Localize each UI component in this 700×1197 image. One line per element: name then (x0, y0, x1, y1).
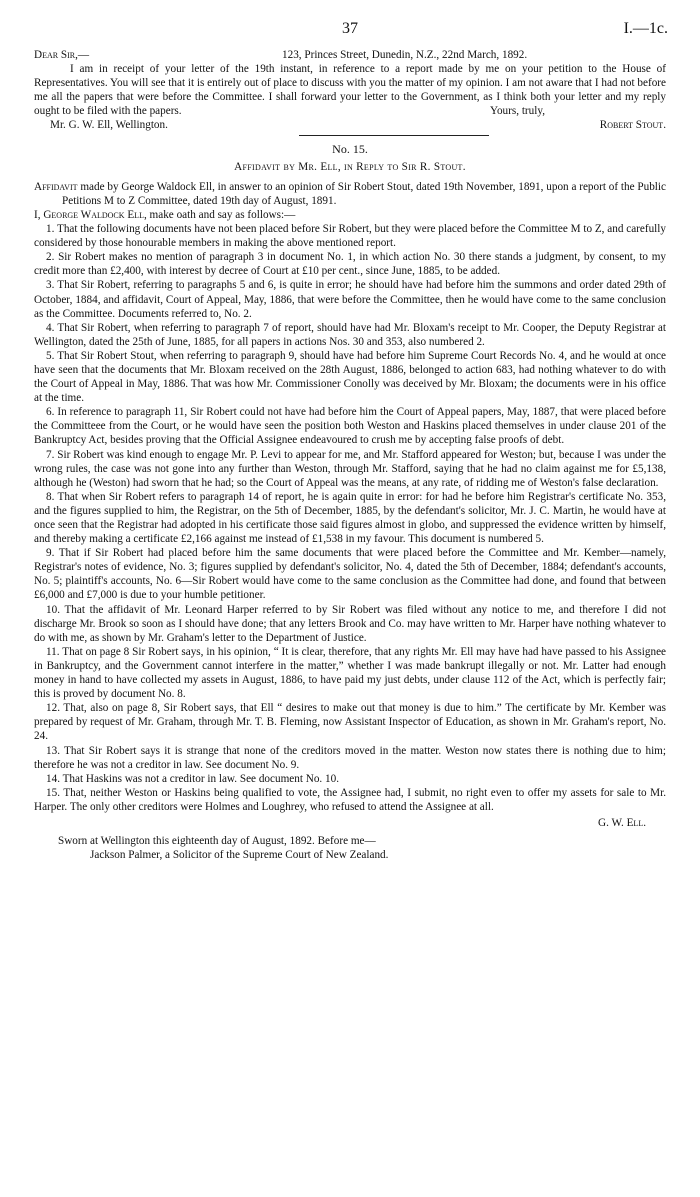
letter-heading-row (34, 48, 666, 62)
solicitor-line: Jackson Palmer, a Solicitor of the Supreme Court of New Zealand. (90, 849, 389, 862)
document-number: No. 15. (332, 141, 368, 156)
page-header (34, 22, 666, 48)
paragraph-12: 12. That, also on page 8, Sir Robert says, that Ell “ desires to make out that money is due to him.” The certificate by Mr. Kember was prepared by request of Mr. Graham, through Mr. T. B. Fleming, now Assistant Inspector of Education, as shown in Mr. Graham's report, No. 24. (34, 702, 666, 743)
oath-line (34, 208, 666, 222)
paragraph-5: 5. That Sir Robert Stout, when referring to paragraph 9, should have had before him Supreme Court Records No. 4, and he would at once have seen that the documents that Mr. Bloxam received on the 28th August, 1886, belonged to action 683, had nothing whatever to do with the Court of Appeal in May, 1886. That was how Mr. Commissioner Conolly was deceived by Mr. Bloxam; the documents were in his office at the time. (34, 349, 666, 405)
address-date: 123, Princes Street, Dunedin, N.Z., 22nd March, 1892. (282, 49, 528, 61)
letter (34, 48, 666, 136)
intro-text: made by George Waldock Ell, in answer to an opinion of Sir Robert Stout, dated 19th November, 1891, upon a report of the Public Petitions M to Z Committee, dated 19th day of August, 1891. (62, 180, 666, 207)
paper-reference: I.—1c. (623, 20, 668, 37)
paragraph-8: 8. That when Sir Robert refers to paragraph 14 of report, he is again quite in error: for had he before him Registrar's certificate No. 353, and the figures supplied to him, the Registrar, on the 5th of December, 1885, by the defendant's solicitor, Mr. J. C. Martin, he would have at once seen that the Registrar had adopted in his certificate those said figures almost in globo, and suppressed the evidence written by himself, and thereby making a certificate £2,166 against me instead of £1,538 in my favour. This document is numbered 5. (34, 490, 666, 546)
letter-closing-row (34, 105, 666, 132)
paragraph-14: 14. That Haskins was not a creditor in law. See document No. 10. (46, 772, 339, 785)
page-number: 37 (342, 20, 358, 37)
document-page (34, 22, 666, 862)
paragraph-15: 15. That, neither Weston or Haskins being qualified to vote, the Assignee had, I submit, no right even to offer my assets for sale to Mr. Harper. The only other creditors were Holmes and Loughrey, who refused to attend the Assignee at all. (34, 786, 666, 813)
affidavit (34, 142, 666, 863)
paragraph-4: 4. That Sir Robert, when referring to paragraph 7 of report, should have had Mr. Bloxam's receipt to Mr. Cooper, the Deputy Registrar at Wellington, dated the 25th of June, 1885, for all papers in actions Nos. 30 and 353, also numbered 2. (34, 321, 666, 348)
oath-rest: make oath and say as follows:— (149, 208, 296, 221)
letter-signature: Robert Stout. (599, 119, 666, 132)
document-title: Affidavit by Mr. Ell, in Reply to Sir R. Stout. (234, 160, 466, 173)
paragraph-2: 2. Sir Robert makes no mention of paragraph 3 in document No. 1, in which action No. 30 there stands a judgment, by consent, to my credit more than £2,400, with interest by decree of Court at £10 per cent., since June, 1885, to be added. (34, 251, 666, 278)
paragraph-3: 3. That Sir Robert, referring to paragraphs 5 and 6, is quite in error; he should have had before him the summons and order dated 29th of October, 1884, and affidavit, Court of Appeal, May, 1886, that were before the Committee, then he would have come to the same conclusion as the Committee. Documents referred to, No. 2. (34, 279, 666, 320)
separator-rule (299, 135, 489, 136)
affidavit-signature: G. W. Ell. (598, 816, 646, 829)
sworn-statement: Sworn at Wellington this eighteenth day of August, 1892. Before me— (58, 835, 376, 848)
paragraph-11: 11. That on page 8 Sir Robert says, in his opinion, “ It is clear, therefore, that any rights Mr. Ell may have had have passed to his Assignee in Bankruptcy, and the Government cannot interfere in the matter,” whether I was made bankrupt illegally or not. Mr. Latter had enough money in hand to have collected my assets in August, 1886, to have paid my just debts, under clause 112 of the Act, which is perfectly fair; this is proved by document No. 8. (34, 645, 666, 701)
affidavit-intro (34, 180, 666, 208)
oath-name: I, George Waldock Ell, (34, 208, 147, 221)
paragraph-6: 6. In reference to paragraph 11, Sir Robert could not have had before him the Court of Appeal papers, May, 1887, that were placed before the Committeee from the Court, or he would have seen the position both Weston and Haskins placed themselves in under clause 201 of the Bankruptcy Act, besides proving that the Official Assignee endeavoured to crush me by accepting false proofs of debt. (34, 406, 666, 447)
letter-body: I am in receipt of your letter of the 19th instant, in reference to a report made by me on your petition to the House of Representatives. You will see that it is entirely out of place to discuss with you the matter of my opinion. I am not aware that I had not before me all the papers that were before the Committee. I shall forward your letter to the Government, as I think both your letter and my reply ought to be filed with the papers. (34, 63, 666, 118)
paragraph-10: 10. That the affidavit of Mr. Leonard Harper referred to by Sir Robert was filed without any notice to me, and therefore I did not discharge Mr. Brook so soon as I should have done; that any letters Brook and Co. may have written to Mr. Harper have nothing whatever to do with me, as shown by Mr. Graham's letter to the Department of Justice. (34, 603, 666, 644)
intro-lead: Affidavit (34, 180, 78, 193)
paragraph-13: 13. That Sir Robert says it is strange that none of the creditors moved in the matter. Weston now states there is nothing due to him; therefore he was not a creditor in law. See document No. 9. (34, 744, 666, 771)
paragraph-1: 1. That the following documents have not been placed before Sir Robert, but they were placed before the Committee M to Z, and carefully considered by those honourable members in making the above mentioned report. (34, 223, 666, 250)
closing: Yours, truly, (484, 104, 545, 118)
paragraph-9: 9. That if Sir Robert had placed before him the same documents that were placed before the Committee and Mr. Kember—namely, Registrar's notes of evidence, No. 3; figures supplied by defendant's solicitor, No. 4, dated the 5th of December, 1884; defendant's accounts, No. 5; plaintiff's accounts, No. 6—Sir Robert would have come to the same conclusion as the Committee had done, and found that between £6,000 and £7,000 is due to your humble petitioner. (34, 547, 666, 602)
addressee: Mr. G. W. Ell, Wellington. (50, 119, 168, 132)
paragraph-7: 7. Sir Robert was kind enough to engage Mr. P. Levi to appear for me, and Mr. Stafford appeared for Weston; but, because I was under the wrong rules, the case was not gone into any further than Weston, through Mr. Stafford, saying that he had no claim against me for £5,138, although he (Weston) had sworn that he had; so the Court of Appeal was the means, at any rate, of ridding me of Weston's false declaration. (34, 448, 666, 489)
salutation: Dear Sir,— (34, 49, 90, 61)
